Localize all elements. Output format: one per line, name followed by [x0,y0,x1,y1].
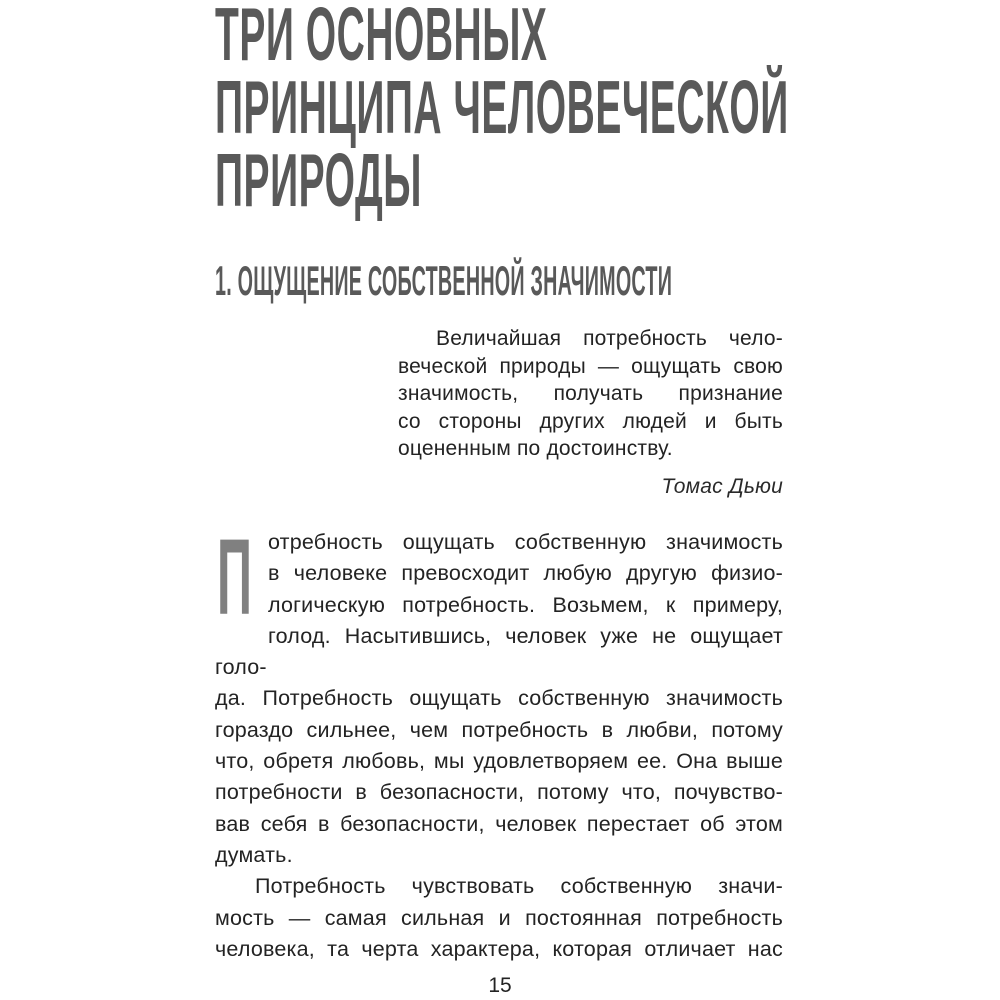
section-heading-text: 1. ОЩУЩЕНИЕ СОБСТВЕННОЙ ЗНАЧИМОСТИ [215,257,673,304]
dropcap [215,516,268,637]
epigraph-line: со стороны других людей и быть [398,409,783,433]
chapter-title [215,0,1000,222]
body-line: мость — самая сильная и постоянная потребность [215,905,783,930]
epigraph-line: веческой природы — ощущать свою [398,354,783,378]
dropcap-letter: П [217,516,253,637]
body-line: Потребность чувствовать собственную значи- [255,874,783,899]
epigraph-line: значимость, получать признание [398,382,783,405]
body-line: вав себя в безопасности, человек перестает об этом [215,811,783,836]
body-line: отребность ощущать собственную значимость [268,530,783,554]
body-line: думать. [215,842,293,867]
section-heading [215,257,1000,304]
body-line: что, обретя любовь, мы удовлетворяем ее. Она выше [215,749,783,774]
body-text [215,516,783,965]
chapter-title-line-text: ПРИНЦИПА ЧЕЛОВЕЧЕСКОЙ [215,65,789,149]
body-line: человека, та черта характера, которая отличает нас [215,936,783,961]
epigraph-line: Величайшая потребность чело- [436,327,783,350]
body-line: да. Потребность ощущать собственную значимость [215,686,783,711]
body-line: логическую потребность. Возьмем, к примеру, [268,592,783,617]
body-line: в человеке превосходит любую другую физио- [268,561,783,586]
chapter-title-line-text: ТРИ ОСНОВНЫХ [215,0,548,76]
body-line: потребности в безопасности, потому что, почувство- [215,780,783,805]
chapter-title-line [215,65,1000,149]
chapter-title-line [215,138,1000,222]
body-paragraph-2 [215,871,783,965]
body-line: голод. Насытившись, человек уже не ощущает голо- [215,623,783,680]
epigraph [398,325,783,500]
page-number: 15 [488,974,512,997]
body-paragraph-1 [215,516,783,871]
chapter-title-line [215,0,1000,76]
epigraph-line: оцененным по достоинству. [398,437,673,460]
chapter-title-line-text: ПРИРОДЫ [215,138,423,222]
epigraph-attribution: Томас Дьюи [661,474,783,498]
body-line: гораздо сильнее, чем потребность в любви, потому [215,717,783,742]
